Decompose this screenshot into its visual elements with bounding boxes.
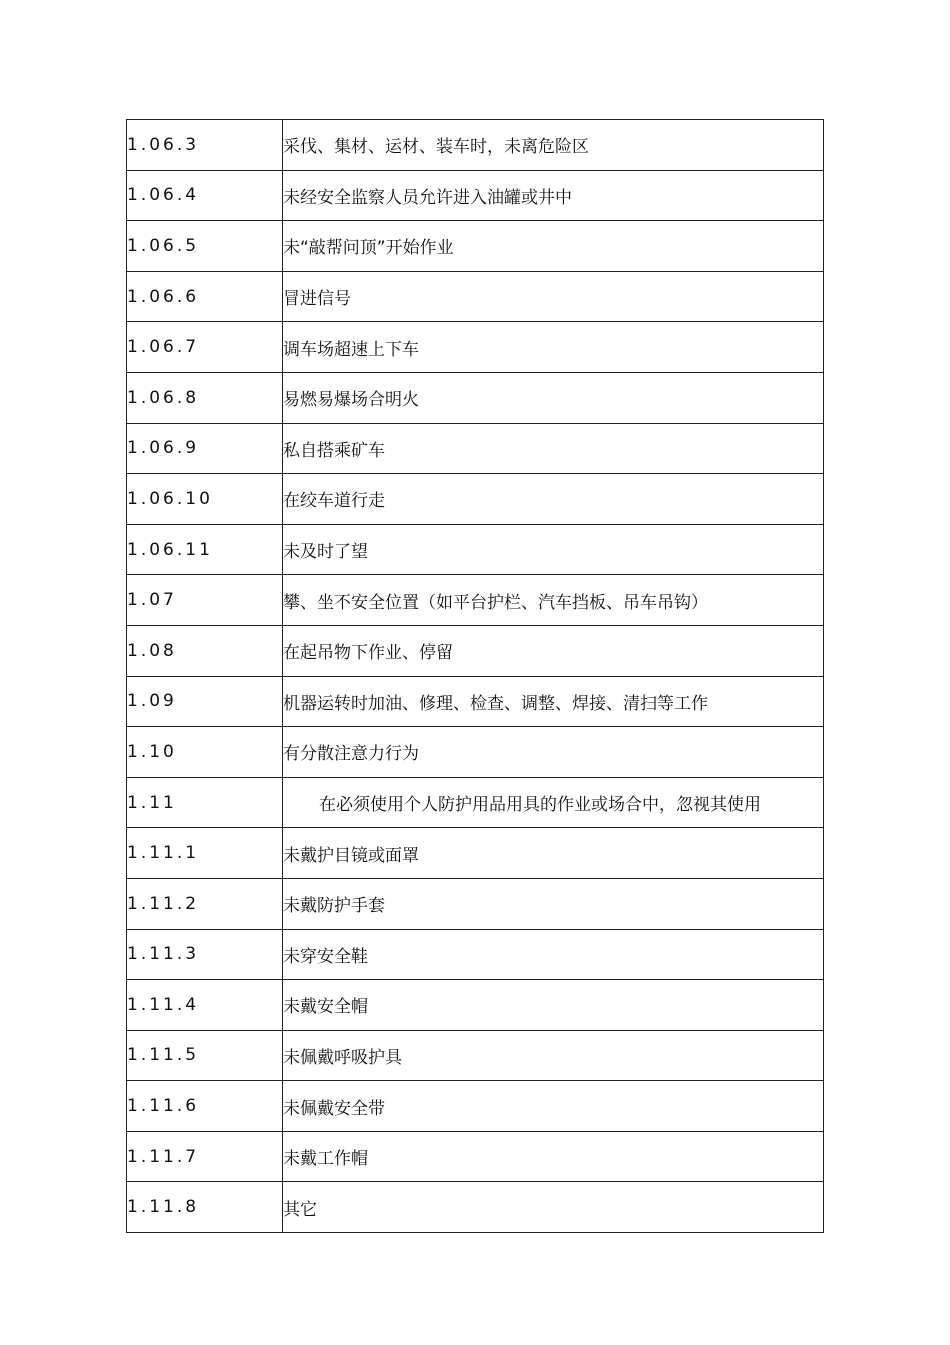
unsafe-behavior-table: [126, 119, 824, 1233]
item-code: 1.06.5: [127, 221, 283, 272]
item-code: 1.11: [127, 777, 283, 828]
table-row: [127, 676, 824, 727]
table-row: [127, 575, 824, 626]
table-row: [127, 878, 824, 929]
item-code: 1.06.8: [127, 372, 283, 423]
item-code: 1.07: [127, 575, 283, 626]
table-row: [127, 423, 824, 474]
item-description: 有分散注意力行为: [283, 727, 824, 778]
item-description: 调车场超速上下车: [283, 322, 824, 373]
item-code: 1.11.7: [127, 1131, 283, 1182]
item-code: 1.11.5: [127, 1030, 283, 1081]
item-description: 冒进信号: [283, 271, 824, 322]
item-code: 1.11.1: [127, 828, 283, 879]
item-code: 1.11.8: [127, 1182, 283, 1233]
item-code: 1.06.7: [127, 322, 283, 373]
table-row: [127, 1081, 824, 1132]
item-description: 未佩戴安全带: [283, 1081, 824, 1132]
item-description: 在绞车道行走: [283, 474, 824, 525]
table-row: [127, 1030, 824, 1081]
item-description: 未戴护目镜或面罩: [283, 828, 824, 879]
item-description: 未戴安全帽: [283, 980, 824, 1031]
item-code: 1.11.4: [127, 980, 283, 1031]
table-row: [127, 474, 824, 525]
table-row: [127, 727, 824, 778]
item-description: 未经安全监察人员允许进入油罐或井中: [283, 170, 824, 221]
item-description: 私自搭乘矿车: [283, 423, 824, 474]
item-description: 在必须使用个人防护用品用具的作业或场合中，忽视其使用: [283, 777, 824, 828]
item-description: 机器运转时加油、修理、检查、调整、焊接、清扫等工作: [283, 676, 824, 727]
item-description: 未戴工作帽: [283, 1131, 824, 1182]
table-row: [127, 1131, 824, 1182]
item-code: 1.08: [127, 625, 283, 676]
item-description: 采伐、集材、运材、装车时，未离危险区: [283, 120, 824, 171]
item-code: 1.06.4: [127, 170, 283, 221]
table-row: [127, 372, 824, 423]
item-description: 在起吊物下作业、停留: [283, 625, 824, 676]
item-code: 1.06.6: [127, 271, 283, 322]
table-row: [127, 828, 824, 879]
item-description: 未佩戴呼吸护具: [283, 1030, 824, 1081]
table-row: [127, 625, 824, 676]
table-row: [127, 1182, 824, 1233]
table-row: [127, 322, 824, 373]
item-description: 未及时了望: [283, 524, 824, 575]
item-description: 未“敲帮问顶”开始作业: [283, 221, 824, 272]
table-body: [127, 120, 824, 1233]
table-row: [127, 524, 824, 575]
table-row: [127, 929, 824, 980]
item-code: 1.06.3: [127, 120, 283, 171]
table-row: [127, 221, 824, 272]
item-description: 未穿安全鞋: [283, 929, 824, 980]
item-code: 1.09: [127, 676, 283, 727]
table-row: [127, 777, 824, 828]
item-code: 1.11.3: [127, 929, 283, 980]
table-row: [127, 980, 824, 1031]
item-code: 1.10: [127, 727, 283, 778]
item-code: 1.11.6: [127, 1081, 283, 1132]
table-row: [127, 120, 824, 171]
item-code: 1.06.11: [127, 524, 283, 575]
item-code: 1.11.2: [127, 878, 283, 929]
item-description: 未戴防护手套: [283, 878, 824, 929]
table-row: [127, 170, 824, 221]
table-row: [127, 271, 824, 322]
item-code: 1.06.10: [127, 474, 283, 525]
item-description: 其它: [283, 1182, 824, 1233]
item-description: 易燃易爆场合明火: [283, 372, 824, 423]
item-description: 攀、坐不安全位置（如平台护栏、汽车挡板、吊车吊钩）: [283, 575, 824, 626]
item-code: 1.06.9: [127, 423, 283, 474]
